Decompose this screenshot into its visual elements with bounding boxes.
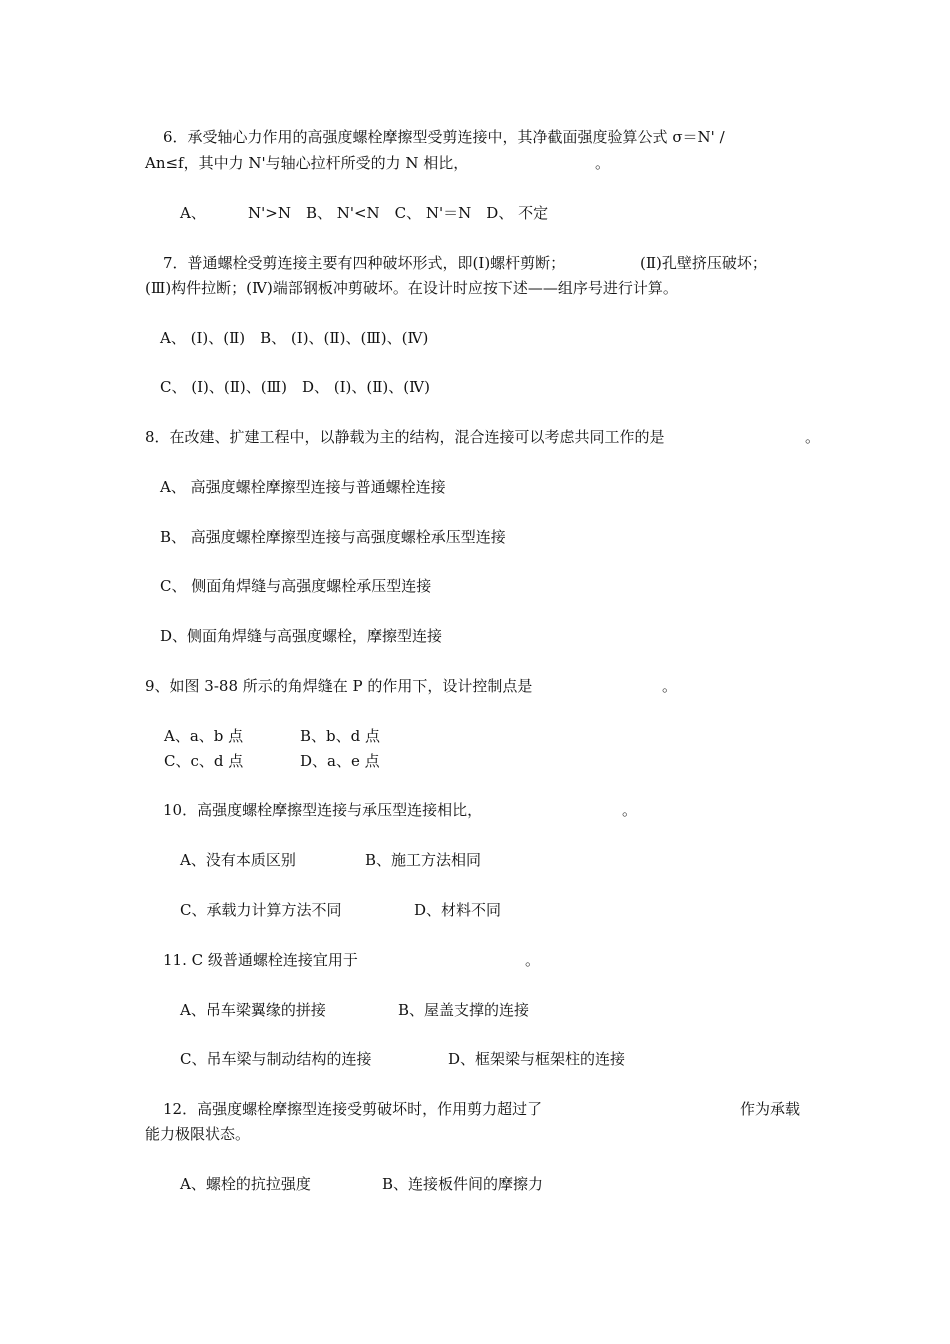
q7-line1: 7．普通螺栓受剪连接主要有四种破坏形式，即(Ⅰ)螺杆剪断； bbox=[163, 254, 566, 272]
q12-line1: 12．高强度螺栓摩擦型连接受剪破坏时，作用剪力超过了 bbox=[163, 1100, 543, 1118]
q10-stem: 10．高强度螺栓摩擦型连接与承压型连接相比， bbox=[163, 801, 483, 819]
q11-stem: 11. C 级普通螺栓连接宜用于 bbox=[163, 951, 358, 969]
q9-option-c: C、c、d 点 bbox=[164, 752, 244, 770]
q10-option-b: B、施工方法相同 bbox=[365, 851, 482, 869]
q7-line1b: (Ⅱ)孔壁挤压破坏； bbox=[640, 254, 767, 272]
q8-stem: 8．在改建、扩建工程中，以静载为主的结构，混合连接可以考虑共同工作的是 bbox=[145, 428, 665, 446]
q10-option-d: D、材料不同 bbox=[414, 901, 502, 919]
q11-option-c: C、吊车梁与制动结构的连接 bbox=[180, 1050, 372, 1068]
q12-option-b: B、连接板件间的摩擦力 bbox=[382, 1175, 544, 1193]
q9-stem: 9、如图 3-88 所示的角焊缝在 P 的作用下，设计控制点是 bbox=[145, 677, 533, 695]
q11-option-d: D、框架梁与框架柱的连接 bbox=[448, 1050, 626, 1068]
q8-blank-end: 。 bbox=[805, 428, 821, 446]
q6-blank-end: 。 bbox=[595, 154, 611, 172]
q8-option-b: B、 高强度螺栓摩擦型连接与高强度螺栓承压型连接 bbox=[160, 528, 506, 546]
q7-options-cd: C、 (Ⅰ)、(Ⅱ)、(Ⅲ) D、 (Ⅰ)、(Ⅱ)、(Ⅳ) bbox=[160, 378, 430, 396]
q10-option-c: C、承载力计算方法不同 bbox=[180, 901, 342, 919]
q10-blank-end: 。 bbox=[622, 801, 638, 819]
q8-option-c: C、 侧面角焊缝与高强度螺栓承压型连接 bbox=[160, 577, 432, 595]
q6-line2: An≤f，其中力 N'与轴心拉杆所受的力 N 相比， bbox=[145, 154, 469, 172]
q6-options: N'>N B、 N'<N C、 N'＝N D、 不定 bbox=[248, 204, 549, 222]
q7-options-ab: A、 (Ⅰ)、(Ⅱ) B、 (Ⅰ)、(Ⅱ)、(Ⅲ)、(Ⅳ) bbox=[160, 329, 429, 347]
q11-option-a: A、吊车梁翼缘的拼接 bbox=[180, 1001, 326, 1019]
q8-option-a: A、 高强度螺栓摩擦型连接与普通螺栓连接 bbox=[160, 478, 446, 496]
q11-option-b: B、屋盖支撑的连接 bbox=[398, 1001, 530, 1019]
q8-option-d: D、侧面角焊缝与高强度螺栓，摩擦型连接 bbox=[160, 627, 443, 645]
q12-line1-end: 作为承载 bbox=[740, 1100, 801, 1118]
q10-option-a: A、没有本质区别 bbox=[180, 851, 296, 869]
q9-option-a: A、a、b 点 bbox=[164, 727, 244, 745]
q11-blank-end: 。 bbox=[525, 951, 541, 969]
q12-line2: 能力极限状态。 bbox=[145, 1125, 251, 1143]
q9-option-b: B、b、d 点 bbox=[300, 727, 380, 745]
q9-option-d: D、a、e 点 bbox=[300, 752, 380, 770]
q12-option-a: A、螺栓的抗拉强度 bbox=[180, 1175, 311, 1193]
q9-blank-end: 。 bbox=[662, 677, 678, 695]
q7-line2: (Ⅲ)构件拉断；(Ⅳ)端部钢板冲剪破坏。在设计时应按下述——组序号进行计算。 bbox=[145, 279, 678, 297]
q6-line1: 6．承受轴心力作用的高强度螺栓摩擦型受剪连接中，其净截面强度验算公式 σ＝N' / bbox=[163, 128, 725, 146]
q6-option-a-label: A、 bbox=[180, 204, 206, 222]
